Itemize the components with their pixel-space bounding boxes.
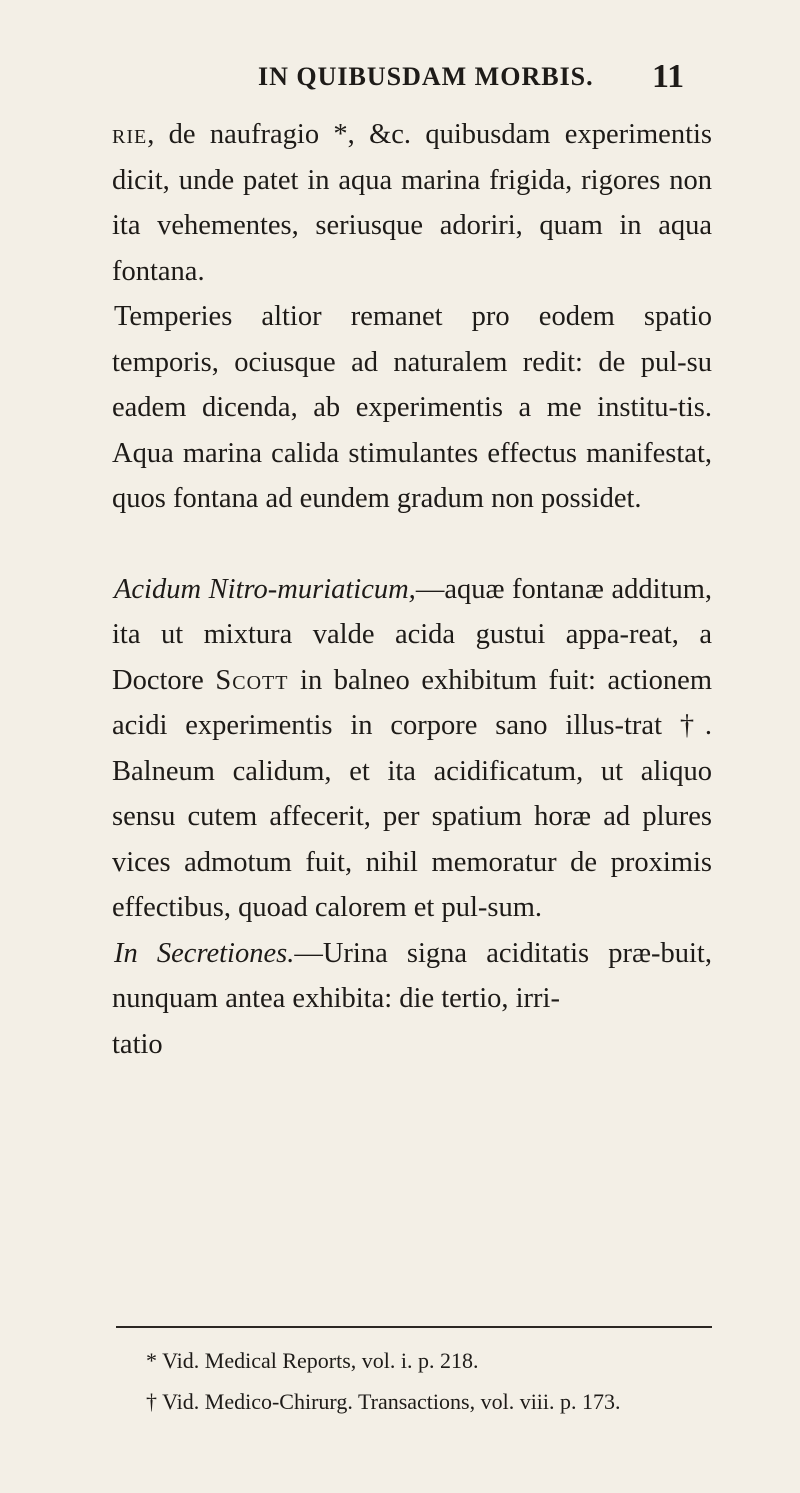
page-header xyxy=(0,58,800,102)
footnote-rule xyxy=(116,1326,712,1328)
paragraph-3-text-a: —aquæ fontanæ additum, ita ut mixtura valde acida gustui appa-reat, a Doctore xyxy=(112,573,712,696)
paragraph-4 xyxy=(112,931,712,1022)
paragraph-1 xyxy=(112,112,712,294)
paragraph-2: Temperies altior remanet pro eodem spatio temporis, ociusque ad naturalem redit: de pul-su eadem dicenda, ab experimentis a me institu-tis. Aqua marina calida stimulantes effectus manifestat, quos fontana ad eundem gradum non possidet. xyxy=(112,301,712,514)
paragraph-1-lead: rie xyxy=(112,119,148,150)
main-text xyxy=(112,112,712,1067)
paragraph-3 xyxy=(112,567,712,931)
paragraph-3-heading: Acidum Nitro-muriaticum, xyxy=(114,573,416,605)
footnote-2: † Vid. Medico-Chirurg. Transactions, vol. viii. p. 173. xyxy=(146,1389,621,1414)
footnotes xyxy=(146,1340,726,1422)
paragraph-4-text: —Urina signa aciditatis præ-buit, nunquam antea exhibita: die tertio, irri- xyxy=(112,937,712,1014)
paragraph-4-heading: In Secretiones. xyxy=(114,937,295,969)
paragraph-gap xyxy=(112,522,712,567)
author-name: Scott xyxy=(215,664,289,696)
catchword: tatio xyxy=(112,1028,163,1060)
paragraph-3-text-b: in balneo exhibitum fuit: actionem acidi experimentis in corpore sano illus-trat †. Balneum calidum, et ita acidificatum, ut aliquo sensu cutem affecerit, per spatium horæ ad plures vices admotum fuit, nihil memoratur de proximis effectibus, quoad calorem et pul-sum. xyxy=(112,664,712,923)
footnote-1: * Vid. Medical Reports, vol. i. p. 218. xyxy=(146,1348,479,1373)
paragraph-1-text: , de naufragio *, &c. quibusdam experimentis dicit, unde patet in aqua marina frigida, rigores non ita vehementes, seriusque adoriri, quam in aqua fontana. xyxy=(112,119,712,287)
page-number: 11 xyxy=(652,58,685,95)
running-title: IN QUIBUSDAM MORBIS. xyxy=(258,62,594,91)
